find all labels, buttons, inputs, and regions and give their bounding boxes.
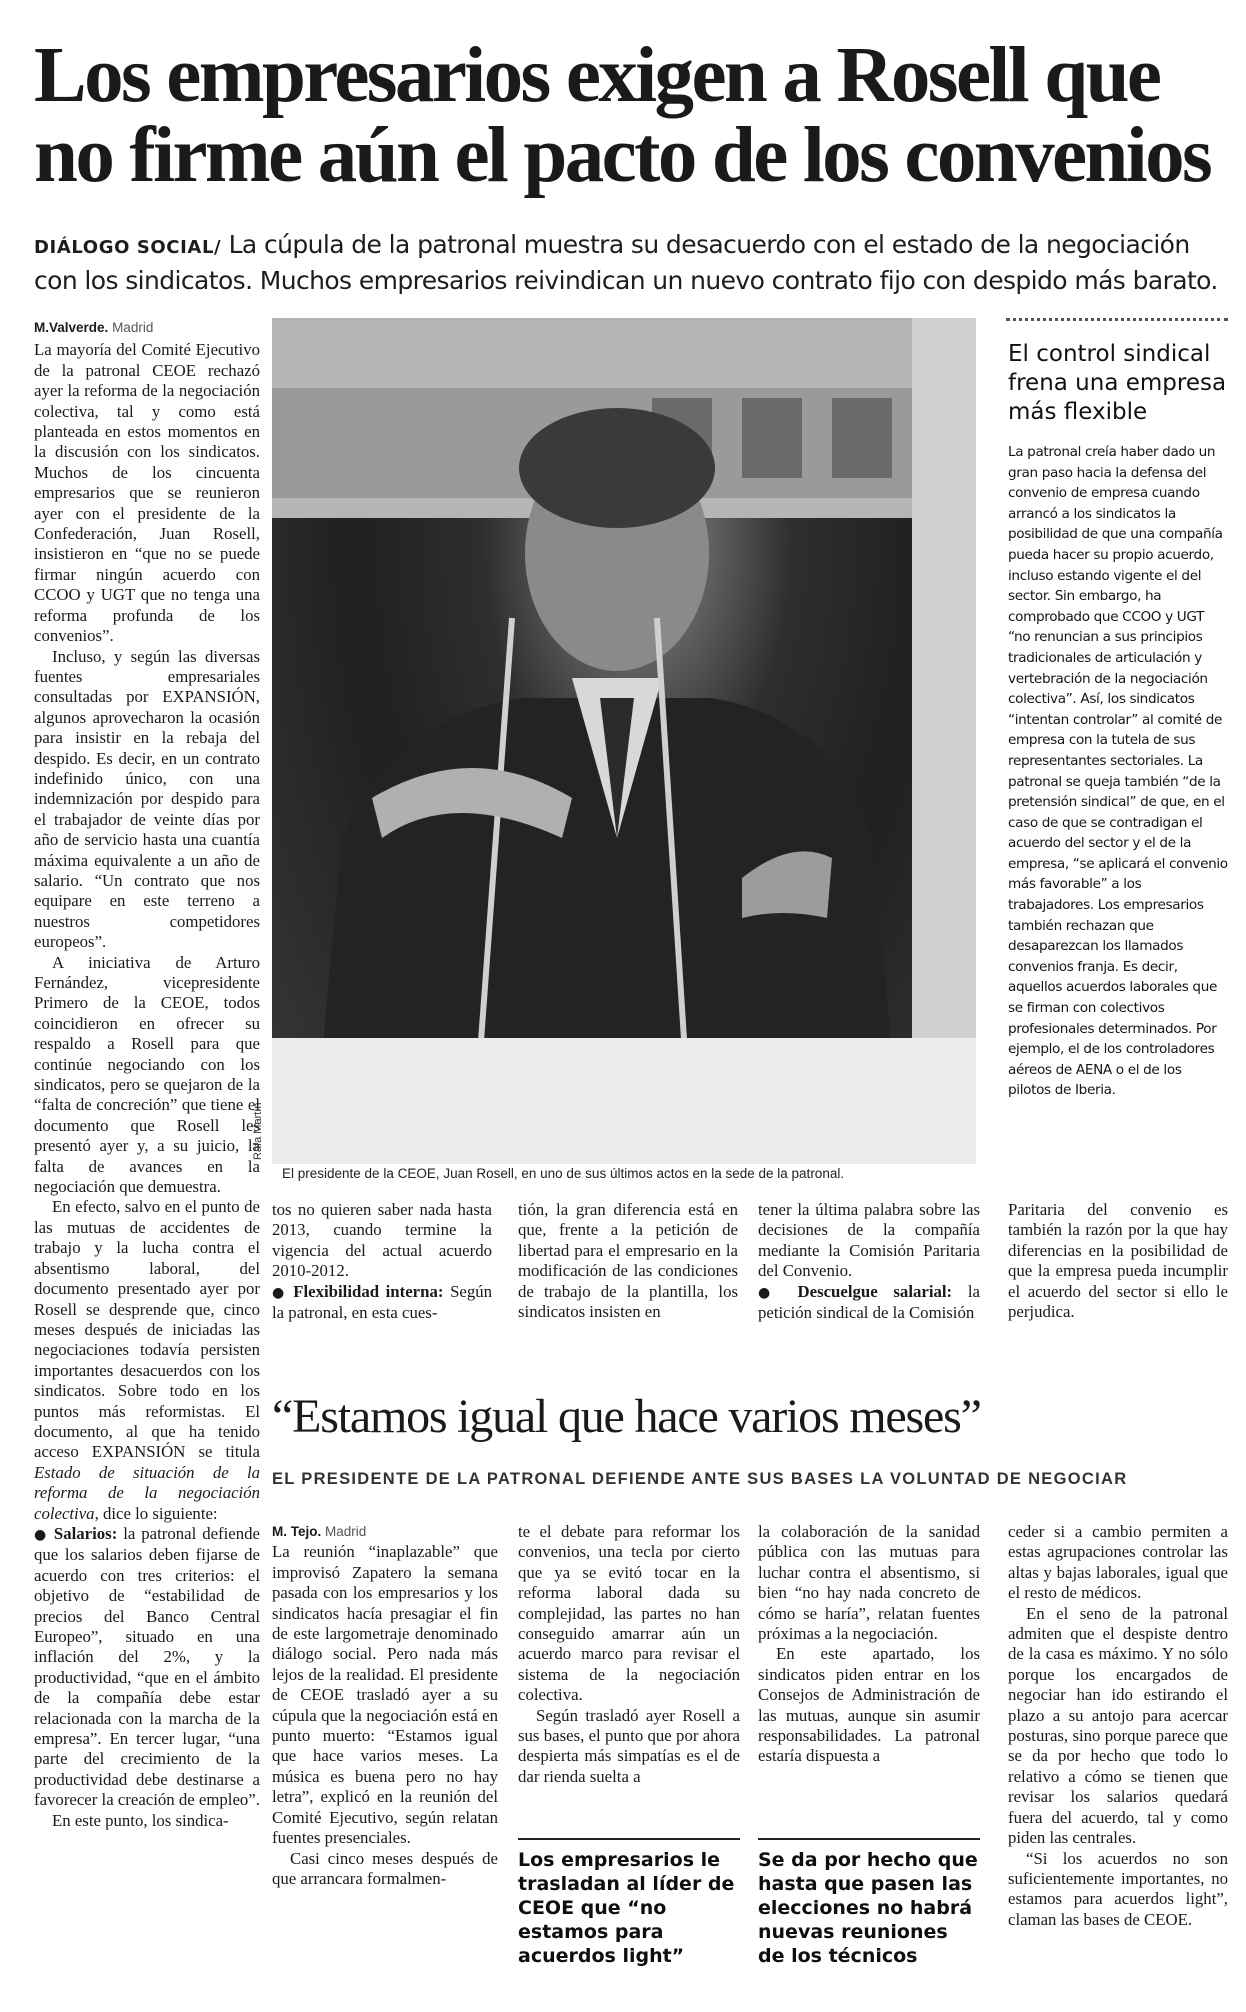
sidebar-title: El control sindical frena una empresa más flexible (1008, 341, 1227, 425)
photo-caption: El presidente de la CEOE, Juan Rosell, en uno de sus últimos actos en la sede de la patronal. (282, 1166, 845, 1181)
paragraph: ceder si a cambio permiten a estas agrupaciones controlar las altas y bajas laborales, igual que el resto de médicos. (1008, 1522, 1228, 1603)
paragraph: ● Descuelgue salarial: la petición sindical de la Comisión (758, 1281, 980, 1323)
sidebar-body (1008, 442, 1228, 1101)
column-lower-1 (272, 1200, 492, 1323)
paragraph: tión, la gran diferencia está en que, frente a la petición de libertad para el empresario en la modificación de las condiciones de trabajo de la plantilla, los sindicatos insisten en (518, 1200, 738, 1322)
paragraph: tos no quieren saber nada hasta 2013, cuando termine la vigencia del actual acuerdo 2010-2012. (272, 1200, 492, 1281)
paragraph: te el debate para reformar los convenios, una tecla por cierto que ya se evitó tocar en la reforma laboral dada su complejidad, las partes no han conseguido amarrar aún un acuerdo marco para revisar el sistema de la negociación colectiva. (518, 1522, 740, 1705)
document-title: Estado de situación de la reforma de la negociación colectiva (34, 1462, 260, 1523)
paragraph: Incluso, y según las diversas fuentes empresariales consultadas por EXPANSIÓN, algunos aprovecharon la ocasión para insistir en la rebaja del despido. Es decir, en un contrato indefinido único, con una indemnización por despido para el trabajador de veinte días por año de servicio hasta una cuantía máxima equivalente a un año de salario. “Un contrato que nos equipare en este terreno a nuestros competidores europeos”. (34, 646, 260, 952)
paragraph: La reunión “inaplazable” que improvisó Zapatero la semana pasada con los empresarios y los sindicatos hacía presagiar el fin de este largometraje denominado diálogo social. Pero nada más lejos de la realidad. El presidente de CEOE trasladó ayer a su cúpula que la negociación está en punto muerto: “Estamos igual que hace varios meses. La música es buena pero no hay letra”, explicó en la reunión del Comité Ejecutivo, según relatan fuentes presenciales. (272, 1542, 498, 1848)
pullquote-2: Se da por hecho que hasta que pasen las elecciones no habrá nuevas reuniones de los técnicos (758, 1838, 980, 1968)
paragraph: Según trasladó ayer Rosell a sus bases, el punto que por ahora despierta más simpatías es el de dar rienda suelta a (518, 1705, 740, 1786)
column-lower-3 (758, 1200, 980, 1323)
headline: Los empresarios exigen a Rosell que no firme aún el pacto de los convenios (34, 32, 1211, 199)
paragraph: tener la última palabra sobre las decisiones de la compañía mediante la Comisión Paritaria del Convenio. (758, 1200, 980, 1281)
second-column-1 (272, 1522, 498, 1889)
deck (34, 228, 1224, 297)
paragraph: ● Flexibilidad interna: Según la patronal, en esta cues- (272, 1281, 493, 1323)
second-headline: “Estamos igual que hace varios meses” (272, 1390, 981, 1443)
paragraph: En el seno de la patronal admiten que el despiste dentro de la casa es máximo. Y no sólo porque los encargados de negociar han ido estirando el plazo a su antojo para acercar posturas, sino porque parece que se da por hecho que todo lo relativo a cómo se tienen que revisar los salarios quedará fuera del acuerdo, tal y como piden las centrales. (1008, 1603, 1228, 1848)
pullquote-1: Los empresarios le trasladan al líder de CEOE que “no estamos para acuerdos light” (518, 1838, 740, 1968)
paragraph: Paritaria del convenio es también la razón por la que hay diferencias en la posibilidad de que la empresa pueda incumplir el acuerdo del sector si ello le perjudica. (1008, 1200, 1228, 1322)
photo-credit: Rafa Martín (252, 1102, 264, 1160)
paragraph: Casi cinco meses después de que arrancara formalmen- (272, 1848, 498, 1888)
bullet-icon: ● (272, 1284, 287, 1301)
paragraph: “Si los acuerdos no son suficientemente importantes, no estamos para acuerdos light”, claman las bases de CEOE. (1008, 1848, 1228, 1929)
column-lower-2 (518, 1200, 738, 1322)
paragraph: En este apartado, los sindicatos piden entrar en los Consejos de Administración de las mutuas, aunque sin asumir responsabilidades. La patronal estaría dispuesta a (758, 1644, 980, 1766)
column-lower-4 (1008, 1200, 1228, 1322)
second-column-4 (1008, 1522, 1228, 1930)
second-column-3 (758, 1522, 980, 1767)
deck-text: La cúpula de la patronal muestra su desacuerdo con el estado de la negociación con los sindicatos. Muchos empresarios reivindican un nuevo contrato fijo con despido más barato. (34, 230, 1218, 295)
column-left (34, 318, 260, 1831)
photo-illustration (272, 318, 976, 1164)
paragraph: ● Salarios: la patronal defiende que los salarios deben fijarse de acuerdo con tres criterios: el objetivo de “estabilidad de precios del Banco Central Europeo”, situado en una inflación del 2%, y la productividad, “que en el ámbito de la compañía debe estar relacionada con la marcha de la empresa”. En tercer lugar, “una parte del crecimiento de la productividad debe destinarse a favorecer la creación de empleo”. (34, 1523, 260, 1810)
paragraph: La mayoría del Comité Ejecutivo de la patronal CEOE rechazó ayer la reforma de la negociación colectiva, tal y como está planteada en estos momentos en la discusión con los sindicatos. Muchos de los cincuenta empresarios que se reunieron ayer con el presidente de la Confederación, Juan Rosell, insistieron en “que no se puede firmar ningún acuerdo con CCOO y UGT que no tenga una reforma profunda de los convenios”. (34, 340, 260, 646)
bullet-icon: ● (758, 1284, 782, 1301)
second-column-2 (518, 1522, 740, 1787)
second-byline: M. Tejo. Madrid (272, 1524, 367, 1539)
second-deck: EL PRESIDENTE DE LA PATRONAL DEFIENDE ANTE SUS BASES LA VOLUNTAD DE NEGOCIAR (272, 1470, 1128, 1488)
sidebar-rule (1006, 318, 1228, 321)
paragraph: la colaboración de la sanidad pública con las mutuas para luchar contra el absentismo, si bien “no hay nada concreto de cómo se haría”, relatan fuentes próximas a la negociación. (758, 1522, 980, 1644)
paragraph: A iniciativa de Arturo Fernández, vicepresidente Primero de la CEOE, todos coincidieron en ofrecer su respaldo a Rosell para que continúe negociando con los sindicatos, pero se quejaron de la “falta de concreción” que tiene el documento que Rosell les presentó ayer y, a su juicio, la falta de avances en la negociación que demuestra. (34, 952, 260, 1197)
paragraph: En este punto, los sindica- (52, 1810, 229, 1830)
photo-juan-rosell (272, 318, 976, 1164)
sidebar-paragraph: La patronal creía haber dado un gran paso hacia la defensa del convenio de empresa cuando arrancó a los sindicatos la posibilidad de que una compañía pueda hacer su propio acuerdo, incluso estando vigente el del sector. Sin embargo, ha comprobado que CCOO y UGT “no renuncian a sus principios tradicionales de articulación y vertebración de la negociación colectiva”. Así, los sindicatos “intentan controlar” al comité de empresa con la tutela de sus representantes sectoriales. La patronal se queja también “de la pretensión sindical” de que, en el caso de que se contradigan el acuerdo del sector y el de la empresa, “se aplicará el convenio más favorable” a los trabajadores. Los empresarios también rechazan que desaparezcan los llamados convenios franja. Es decir, aquellos acuerdos laborales que se firman con colectivos profesionales determinados. Por ejemplo, el de los controladores aéreos de AENA o el de los pilotos de Iberia. (1008, 444, 1228, 1099)
byline: M.Valverde. Madrid (34, 320, 154, 335)
paragraph: En efecto, salvo en el punto de las mutuas de accidentes de trabajo y la lucha contra el absentismo laboral, del documento presentado ayer por Rosell se desprende que, cinco meses después de iniciadas las negociaciones todavía persisten importantes desacuerdos con los sindicatos. Sobre todo en los puntos más reformistas. El documento, al que ha tenido acceso EXPANSIÓN se titula Estado de situación de la reforma de la negociación colectiva, dice lo siguiente: (34, 1197, 260, 1523)
deck-lead: DIÁLOGO SOCIAL/ (34, 237, 222, 258)
bullet-icon: ● (34, 1526, 48, 1543)
